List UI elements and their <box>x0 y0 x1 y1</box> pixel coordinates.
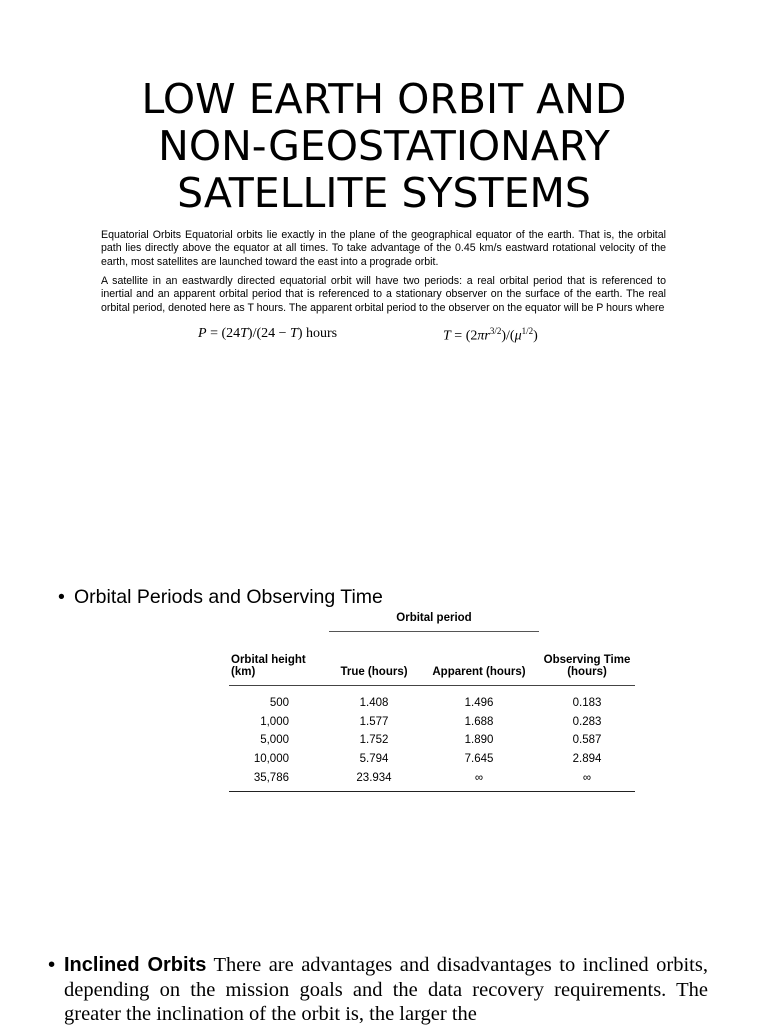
cell-height: 10,000 <box>253 753 289 766</box>
inclined-orbits-body: There are advantages and disadvantages to inclined orbits, depending on the mission goals and the data recovery requirements. The greater the inclination of the orbit is, the larger the <box>64 954 708 1025</box>
apparent-period-paragraph: A satellite in an eastwardly directed equatorial orbit will have two periods: a real orbital period that is referenced to inertial and an apparent orbital period that is referenced to a stationary observer on the surface of the earth. The real orbital period, denoted here as T hours. The apparent orbital period to the observer on the equator will be P hours where <box>101 275 666 314</box>
equatorial-orbits-paragraph: Equatorial Orbits Equatorial orbits lie exactly in the plane of the geographical equator of the earth. That is, the orbital path lies directly above the equator at all times. To take advantage of the 0.45 km/s eastward rotational velocity of the earth, most satellites are launched toward the east into a prograde orbit. <box>101 229 666 268</box>
table-row <box>229 686 635 713</box>
title-line-2: NON-GEOSTATIONARY <box>158 122 610 170</box>
inclined-orbits-lead: Inclined Orbits <box>64 954 207 976</box>
column-header-apparent: Apparent (hours) <box>419 632 539 686</box>
cell-true: 1.577 <box>359 715 389 728</box>
cell-apparent: ∞ <box>419 768 539 791</box>
cell-observing: 0.283 <box>572 715 602 728</box>
table-row <box>229 750 635 769</box>
cell-height: 5,000 <box>260 734 289 747</box>
bullet-icon: • <box>48 953 56 976</box>
inclined-orbits-bullet <box>48 953 708 1027</box>
cell-height: 35,786 <box>229 768 329 791</box>
cell-height: 500 <box>269 697 289 710</box>
apparent-period-formula: P = (24T)/(24 − T) hours <box>198 326 338 341</box>
cell-observing: 2.894 <box>572 753 602 766</box>
column-header-height: Orbital height (km) <box>229 632 329 686</box>
cell-true: 1.408 <box>359 697 389 710</box>
orbital-periods-label: Orbital Periods and Observing Time <box>74 586 383 608</box>
title-line-1: LOW EARTH ORBIT AND <box>141 75 627 123</box>
column-header-true: True (hours) <box>329 632 419 686</box>
cell-height: 1,000 <box>260 715 289 728</box>
inclined-orbits-text <box>64 953 708 1027</box>
orbital-period-group-header: Orbital period <box>396 612 472 624</box>
orbital-periods-table <box>229 605 635 792</box>
table-row <box>229 768 635 791</box>
table-row <box>229 731 635 750</box>
cell-true: 5.794 <box>359 753 389 766</box>
title-line-3: SATELLITE SYSTEMS <box>177 169 591 217</box>
table-row <box>229 713 635 732</box>
cell-apparent: 7.645 <box>464 753 494 766</box>
cell-true: 1.752 <box>359 734 389 747</box>
cell-apparent: 1.890 <box>464 734 494 747</box>
cell-apparent: 1.688 <box>464 715 494 728</box>
cell-observing: 0.183 <box>572 697 602 710</box>
cell-observing: ∞ <box>539 768 635 791</box>
cell-true: 23.934 <box>329 768 419 791</box>
cell-observing: 0.587 <box>572 734 602 747</box>
bullet-icon: • <box>58 586 65 608</box>
column-header-observing: Observing Time (hours) <box>539 632 635 686</box>
real-period-formula: $T = (2\pi r^{3/2})/(\mu^{1/2})$ <box>443 326 538 344</box>
page-title <box>60 76 708 217</box>
cell-apparent: 1.496 <box>464 697 494 710</box>
